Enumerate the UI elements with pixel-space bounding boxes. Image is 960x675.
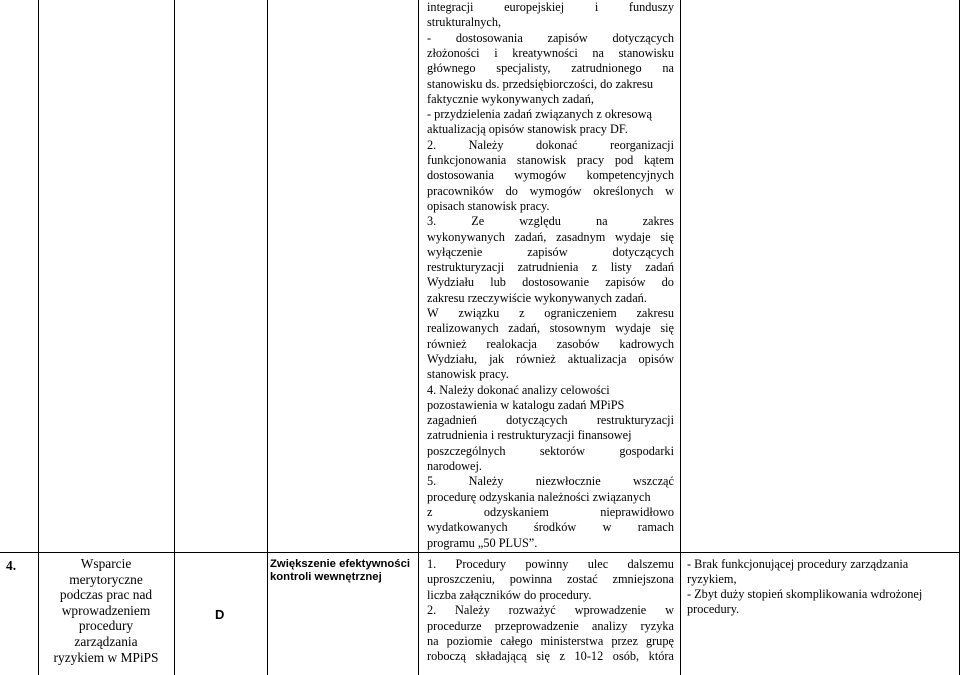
word: w xyxy=(665,183,674,198)
word: zapisów xyxy=(605,275,646,290)
word: kadrowych xyxy=(619,336,674,351)
word: jak xyxy=(489,351,505,366)
word: ryzyka xyxy=(640,618,674,633)
word: gospodarki xyxy=(619,443,674,458)
word: pracy xyxy=(576,153,605,167)
word: analizy xyxy=(591,618,628,633)
risks-cell xyxy=(687,557,953,617)
word: stanowisku xyxy=(618,45,674,60)
task-cell xyxy=(40,556,172,665)
word: również xyxy=(427,336,467,351)
word: powinny xyxy=(525,557,569,571)
word: powinna xyxy=(509,572,553,587)
word: zakres xyxy=(642,214,674,229)
word: zatrudnionego xyxy=(571,61,642,76)
text-line xyxy=(427,214,674,228)
word: zadań, xyxy=(508,321,541,336)
word: procedurze xyxy=(427,618,482,633)
word: 2. xyxy=(427,603,437,618)
word: dotyczących xyxy=(612,244,674,259)
word: która xyxy=(648,649,674,664)
word: stanowisk xyxy=(516,153,567,167)
text-line: strukturalnych, xyxy=(427,15,502,30)
word: dostosowania xyxy=(427,168,494,183)
text-line xyxy=(427,474,674,488)
text-line xyxy=(427,260,674,274)
word: wydaje xyxy=(615,229,651,244)
word: kreatywności xyxy=(512,45,578,60)
word: z xyxy=(559,649,565,664)
word: roboczą xyxy=(427,649,466,664)
word: ramach xyxy=(637,520,674,535)
word: zmniejszona xyxy=(612,572,674,587)
objective-cell xyxy=(270,558,416,584)
word: wykonywanych xyxy=(427,229,505,244)
word: zostać xyxy=(566,572,598,587)
text-line xyxy=(427,413,674,427)
table-border-col5 xyxy=(680,0,681,675)
objective-line: kontroli wewnętrznej xyxy=(270,571,382,583)
word: restrukturyzacji xyxy=(596,413,674,428)
word: Procedury xyxy=(455,557,507,571)
task-line: zarządzania xyxy=(74,633,138,649)
word: funduszy xyxy=(628,0,674,14)
risk-item: - Brak funkcjonującej procedury zarządzania ryzykiem, xyxy=(687,557,909,586)
text-line xyxy=(427,619,674,633)
text-line xyxy=(427,634,674,648)
text-line xyxy=(427,168,674,182)
word: ograniczeniem xyxy=(544,306,617,320)
row-separator xyxy=(0,552,960,553)
word: 3. xyxy=(427,214,437,229)
text-line xyxy=(427,520,674,534)
row-number: 4. xyxy=(6,558,17,573)
word: Należy xyxy=(468,474,504,489)
word: odzyskaniem xyxy=(483,504,549,519)
task-line: wprowadzeniem xyxy=(61,602,151,618)
word: zagadnień xyxy=(427,413,477,428)
task-line: podczas prac nad xyxy=(59,587,153,603)
text-line xyxy=(427,153,674,167)
word: W xyxy=(427,306,439,320)
text-line: liczba załączników do procedury. xyxy=(427,587,592,602)
text-line xyxy=(427,61,674,75)
word: dotyczących xyxy=(612,30,674,45)
word: listy xyxy=(610,260,632,275)
text-line: 4. Należy dokonać analizy celowości xyxy=(427,382,610,397)
word: na xyxy=(592,45,605,60)
table-border-left xyxy=(38,0,39,675)
word: z xyxy=(591,260,598,275)
task-line: merytoryczne xyxy=(69,571,143,587)
word: realizowanych xyxy=(427,321,499,336)
text-line xyxy=(427,306,674,320)
text-line xyxy=(427,444,674,458)
text-line xyxy=(427,138,674,152)
word: grupę xyxy=(645,634,674,648)
objective-lines xyxy=(270,558,416,584)
word: dotyczących xyxy=(506,413,568,428)
word: 10-12 xyxy=(574,649,604,664)
text-line: procedurę odzyskania należności związanych xyxy=(427,489,651,504)
word: się xyxy=(660,229,674,244)
text-line xyxy=(427,649,674,663)
text-line xyxy=(427,337,674,351)
word: integracji xyxy=(427,0,474,14)
word: osób, xyxy=(612,649,640,664)
word: środków xyxy=(533,520,577,535)
word: - xyxy=(427,30,432,45)
text-line xyxy=(427,0,674,14)
word: również xyxy=(516,351,556,366)
objective-line: Zwiększenie efektywności xyxy=(270,558,411,570)
word: uproszczeniu, xyxy=(427,572,495,587)
word: nieprawidłowo xyxy=(600,504,674,519)
word: zadań xyxy=(645,260,674,275)
word: względu xyxy=(519,214,561,229)
word: i xyxy=(594,0,599,14)
word: Ze xyxy=(471,214,485,229)
word: zadań, xyxy=(514,229,547,244)
word: pod xyxy=(614,153,634,167)
word: dalszemu xyxy=(627,557,674,571)
word: z xyxy=(427,504,433,519)
word: kątem xyxy=(643,153,674,167)
category-letter: D xyxy=(215,607,225,622)
text-line xyxy=(427,46,674,60)
word: wyłączenie xyxy=(427,244,483,259)
word: Wydziału, xyxy=(427,351,478,366)
word: się xyxy=(660,321,674,336)
word: na xyxy=(595,214,608,229)
word: wymogów xyxy=(514,168,567,183)
word: się xyxy=(536,649,550,664)
word: do xyxy=(661,275,674,290)
text-line xyxy=(427,505,674,519)
word: określonych xyxy=(593,183,654,198)
word: wymogów xyxy=(529,183,582,198)
text-line xyxy=(427,31,674,45)
task-line: Wsparcie xyxy=(80,556,132,571)
word: zapisów xyxy=(547,30,588,45)
word: 5. xyxy=(427,474,437,489)
word: dokonać xyxy=(535,137,578,152)
word: dostosowanie xyxy=(522,275,590,290)
word: wprowadzenie xyxy=(574,603,647,618)
word: zapisów xyxy=(527,244,568,259)
text-line xyxy=(427,275,674,289)
word: stosownym xyxy=(549,321,606,336)
text-line: - przydzielenia zadań związanych z okresową xyxy=(427,107,652,122)
word: poziomie xyxy=(446,634,493,648)
text-line: zakresu rzeczywiście wykonywanych zadań. xyxy=(427,290,647,305)
text-line xyxy=(427,184,674,198)
text-line: zatrudnienia i restrukturyzacji finansowej xyxy=(427,428,632,443)
word: w xyxy=(665,603,674,618)
text-line xyxy=(427,245,674,259)
word: pracowników xyxy=(427,183,494,198)
text-line xyxy=(427,352,674,366)
word: przeprowadzenie xyxy=(494,618,579,633)
word: złożoności xyxy=(427,45,480,60)
word: 1. xyxy=(427,557,437,571)
word: dostosowania xyxy=(455,30,523,45)
word: wszcząć xyxy=(633,474,674,489)
word: kompetencyjnych xyxy=(586,168,674,183)
word: ulec xyxy=(587,557,609,571)
word: 2. xyxy=(427,137,437,152)
word: Wydziału xyxy=(427,275,475,290)
word: Należy xyxy=(468,137,504,152)
text-line xyxy=(427,557,674,571)
text-line: programu „50 PLUS”. xyxy=(427,535,538,550)
word: zasobów xyxy=(556,336,600,351)
word: zakresu xyxy=(636,306,674,320)
word: zatrudnienia xyxy=(517,260,579,275)
word: całego xyxy=(500,634,533,648)
text-line: faktycznie wykonywanych zadań, xyxy=(427,91,594,106)
word: rozważyć xyxy=(508,603,556,618)
word: w xyxy=(602,520,612,535)
word: realokacja xyxy=(486,336,537,351)
word: funkcjonowania xyxy=(427,153,507,167)
text-line: stanowisku ds. przedsiębiorczości, do zakresu xyxy=(427,76,654,91)
text-line xyxy=(427,321,674,335)
text-line: stanowisk pracy. xyxy=(427,367,509,382)
word: poszczególnych xyxy=(427,443,506,458)
word: sektorów xyxy=(539,443,585,458)
word: aktualizacja xyxy=(567,351,627,366)
word: niezwłocznie xyxy=(535,474,601,489)
word: i xyxy=(494,45,498,60)
text-line: opisach stanowisk pracy. xyxy=(427,198,550,213)
word: europejskiej xyxy=(504,0,565,14)
word: do xyxy=(505,183,518,198)
word: na xyxy=(427,634,439,648)
word: wydaje xyxy=(615,321,651,336)
word: na xyxy=(662,61,674,76)
word: lub xyxy=(490,275,506,290)
text-line xyxy=(427,603,674,617)
word: specjalisty, xyxy=(496,61,551,76)
word: reorganizacji xyxy=(610,137,674,152)
word: ministerstwa xyxy=(540,634,604,648)
table-border-col3 xyxy=(267,0,268,675)
word: zasadnym xyxy=(556,229,606,244)
word: przez xyxy=(611,634,638,648)
task-line: procedury xyxy=(78,618,134,634)
text-line: aktualizacją opisów stanowisk pracy DF. xyxy=(427,122,628,137)
word: związku xyxy=(458,306,500,320)
word: Należy xyxy=(455,603,490,618)
word: opisów xyxy=(638,351,674,366)
word: wydatkowanych xyxy=(427,520,508,535)
task-lines xyxy=(40,556,172,665)
text-line xyxy=(427,230,674,244)
word: składającą xyxy=(475,649,527,664)
word: głównego xyxy=(427,61,476,76)
risk-item: - Zbyt duży stopień skomplikowania wdrożonej procedury. xyxy=(687,587,923,616)
table-border-col2 xyxy=(174,0,175,675)
word: restrukturyzacji xyxy=(427,260,505,275)
table-border-col4 xyxy=(418,0,419,675)
text-line xyxy=(427,572,674,586)
word: z xyxy=(519,306,525,320)
text-line: narodowej. xyxy=(427,459,482,473)
text-line: pozostawienia w katalogu zadań MPiPS xyxy=(427,397,625,412)
task-line: ryzykiem w MPiPS xyxy=(53,649,159,665)
